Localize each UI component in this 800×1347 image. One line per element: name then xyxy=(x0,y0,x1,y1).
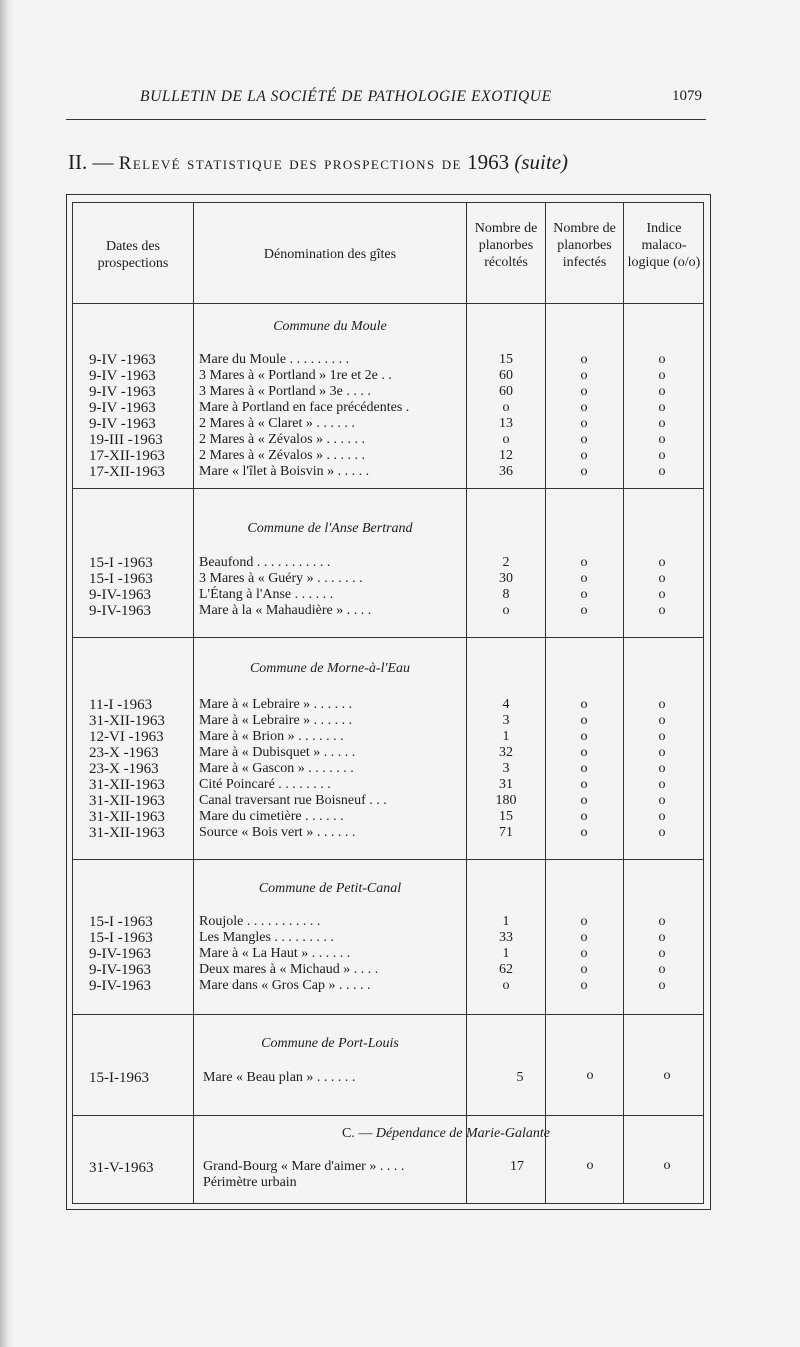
row-indice: o xyxy=(658,793,666,808)
row-date: 9-IV-1963 xyxy=(89,962,151,978)
row-infectes: o xyxy=(580,946,588,961)
row-indice: o xyxy=(658,448,666,463)
row-recoltes: 36 xyxy=(499,464,513,479)
row-date: 9-IV-1963 xyxy=(89,946,151,962)
row-infectes: o xyxy=(580,978,588,993)
row-infectes: o xyxy=(580,368,588,383)
row-recoltes: 15 xyxy=(499,809,513,824)
row-indice: o xyxy=(658,432,666,447)
row-recoltes: o xyxy=(502,400,510,415)
row-date: 31-XII-1963 xyxy=(89,777,165,793)
row-indice: o xyxy=(658,809,666,824)
row-infectes: o xyxy=(580,603,588,618)
row-recoltes: 3 xyxy=(502,713,510,728)
row-recoltes: 71 xyxy=(499,825,513,840)
dependance-prefix: C. — xyxy=(342,1126,373,1141)
row-infectes: o xyxy=(580,555,588,570)
row-date: 15-I -1963 xyxy=(89,571,153,587)
row-infectes: o xyxy=(580,448,588,463)
row-recoltes: 30 xyxy=(499,571,513,586)
group-title: Commune de l'Anse Bertrand xyxy=(247,521,413,536)
row-site: Mare à « Gascon » . . . . . . . xyxy=(199,761,354,776)
group-divider xyxy=(72,1014,704,1015)
row-indice: o xyxy=(658,962,666,977)
row-recoltes: 13 xyxy=(499,416,513,431)
row-recoltes: 5 xyxy=(516,1070,524,1085)
row-recoltes: o xyxy=(502,603,510,618)
row-infectes: o xyxy=(580,464,588,479)
row-date: 9-IV-1963 xyxy=(89,603,151,619)
row-indice: o xyxy=(658,416,666,431)
row-date: 31-XII-1963 xyxy=(89,713,165,729)
row-date: 12-VI -1963 xyxy=(89,729,164,745)
group-divider xyxy=(72,859,704,860)
row-recoltes: 3 xyxy=(502,761,510,776)
row-recoltes: 180 xyxy=(495,793,517,808)
header-rule-bottom xyxy=(72,303,704,304)
row-indice: o xyxy=(658,571,666,586)
col-divider-4 xyxy=(623,202,624,1204)
col-header-dates: Dates des prospections xyxy=(97,239,169,271)
row-recoltes: 17 xyxy=(510,1159,524,1174)
row-indice: o xyxy=(658,914,666,929)
dependance-title xyxy=(342,1126,550,1142)
col-header-recoltes: Nombre de planorbes récoltés xyxy=(474,221,538,270)
row-site: 3 Mares à « Portland » 1re et 2e . . xyxy=(199,368,392,383)
row-recoltes: 1 xyxy=(502,729,510,744)
row-recoltes: o xyxy=(502,432,510,447)
row-site: Les Mangles . . . . . . . . . xyxy=(199,930,334,945)
row-indice: o xyxy=(658,745,666,760)
row-date: 31-V-1963 xyxy=(89,1160,154,1176)
row-site: Grand-Bourg « Mare d'aimer » . . . . xyxy=(203,1159,405,1174)
row-recoltes: 8 xyxy=(502,587,510,602)
col-header-infectes: Nombre de planorbes infectés xyxy=(553,221,616,270)
row-infectes: o xyxy=(580,384,588,399)
row-recoltes: 1 xyxy=(502,946,510,961)
row-indice: o xyxy=(658,946,666,961)
row-date: 9-IV -1963 xyxy=(89,416,156,432)
row-site: Mare dans « Gros Cap » . . . . . xyxy=(199,978,371,993)
row-site: Mare à « La Haut » . . . . . . xyxy=(199,946,351,961)
row-date: 9-IV-1963 xyxy=(89,978,151,994)
row-indice: o xyxy=(658,400,666,415)
row-infectes: o xyxy=(580,914,588,929)
row-site: 3 Mares à « Guéry » . . . . . . . xyxy=(199,571,363,586)
row-site: Mare du Moule . . . . . . . . . xyxy=(199,352,350,367)
section-heading: Relevé statistique des prospections de xyxy=(118,153,462,174)
section-suite: (suite) xyxy=(514,150,569,174)
row-indice: o xyxy=(658,368,666,383)
col-divider-2 xyxy=(466,202,467,1204)
row-indice: o xyxy=(658,978,666,993)
col-header-gites: Dénomination des gîtes xyxy=(263,247,397,262)
row-indice: o xyxy=(658,697,666,712)
row-infectes: o xyxy=(580,793,588,808)
row-indice: o xyxy=(663,1068,671,1083)
row-date: 9-IV -1963 xyxy=(89,368,156,384)
section-number: II. — xyxy=(68,150,114,174)
row-site: Source « Bois vert » . . . . . . xyxy=(199,825,356,840)
row-recoltes: 31 xyxy=(499,777,513,792)
row-date: 15-I-1963 xyxy=(89,1070,149,1086)
row-date: 19-III -1963 xyxy=(89,432,163,448)
row-infectes: o xyxy=(586,1068,594,1083)
row-date: 9-IV -1963 xyxy=(89,384,156,400)
page-shadow xyxy=(0,0,14,1347)
row-recoltes: o xyxy=(502,978,510,993)
row-indice: o xyxy=(658,555,666,570)
col-header-indice: Indice malaco-logique (o/o) xyxy=(627,221,701,270)
row-date: 31-XII-1963 xyxy=(89,793,165,809)
row-date: 31-XII-1963 xyxy=(89,825,165,841)
row-date: 15-I -1963 xyxy=(89,555,153,571)
group-divider xyxy=(72,1115,704,1116)
row-infectes: o xyxy=(580,809,588,824)
row-site: Canal traversant rue Boisneuf . . . xyxy=(199,793,387,808)
row-site: Mare à « Dubisquet » . . . . . xyxy=(199,745,356,760)
row-recoltes: 60 xyxy=(499,384,513,399)
row-indice: o xyxy=(658,352,666,367)
row-date: 9-IV-1963 xyxy=(89,587,151,603)
row-recoltes: 33 xyxy=(499,930,513,945)
row-indice: o xyxy=(658,729,666,744)
row-indice: o xyxy=(658,761,666,776)
row-infectes: o xyxy=(580,352,588,367)
row-date: 15-I -1963 xyxy=(89,914,153,930)
row-recoltes: 2 xyxy=(502,555,510,570)
row-site: Beaufond . . . . . . . . . . . xyxy=(199,555,331,570)
row-site: Mare « l'îlet à Boisvin » . . . . . xyxy=(199,464,370,479)
row-site: Mare à Portland en face précédentes . xyxy=(199,400,410,415)
row-recoltes: 4 xyxy=(502,697,510,712)
group-title: Commune de Petit-Canal xyxy=(258,881,402,896)
row-site: Roujole . . . . . . . . . . . xyxy=(199,914,321,929)
running-title: BULLETIN DE LA SOCIÉTÉ DE PATHOLOGIE EXOTIQUE xyxy=(140,88,552,105)
row-indice: o xyxy=(658,384,666,399)
row-indice: o xyxy=(658,603,666,618)
row-infectes: o xyxy=(580,697,588,712)
group-title: Commune de Port-Louis xyxy=(261,1036,399,1051)
row-recoltes: 12 xyxy=(499,448,513,463)
row-infectes: o xyxy=(580,432,588,447)
row-infectes: o xyxy=(580,400,588,415)
col-divider-3 xyxy=(545,202,546,1204)
row-indice: o xyxy=(658,930,666,945)
row-site: Mare du cimetière . . . . . . xyxy=(199,809,344,824)
page-number: 1079 xyxy=(672,88,702,104)
group-divider xyxy=(72,488,704,489)
row-site: 2 Mares à « Zévalos » . . . . . . xyxy=(199,448,366,463)
row-infectes: o xyxy=(580,761,588,776)
row-indice: o xyxy=(658,587,666,602)
row-site: Deux mares à « Michaud » . . . . xyxy=(199,962,379,977)
row-infectes: o xyxy=(580,962,588,977)
group-title: Commune de Morne-à-l'Eau xyxy=(249,661,411,676)
row-infectes: o xyxy=(580,729,588,744)
group-title: Commune du Moule xyxy=(273,319,387,334)
row-date: 31-XII-1963 xyxy=(89,809,165,825)
row-indice: o xyxy=(658,825,666,840)
section-title xyxy=(68,150,568,175)
section-year: 1963 xyxy=(467,150,510,174)
row-infectes: o xyxy=(580,571,588,586)
row-infectes: o xyxy=(580,930,588,945)
row-infectes: o xyxy=(580,825,588,840)
row-site: Mare à « Brion » . . . . . . . xyxy=(199,729,344,744)
row-indice: o xyxy=(658,464,666,479)
group-divider xyxy=(72,637,704,638)
row-recoltes: 60 xyxy=(499,368,513,383)
row-infectes: o xyxy=(586,1158,594,1173)
row-site: L'Étang à l'Anse . . . . . . xyxy=(199,587,334,602)
col-divider-1 xyxy=(193,202,194,1204)
row-site: Mare « Beau plan » . . . . . . xyxy=(203,1070,356,1085)
row-recoltes: 62 xyxy=(499,962,513,977)
row-site: 2 Mares à « Claret » . . . . . . xyxy=(199,416,355,431)
row-date: 17-XII-1963 xyxy=(89,448,165,464)
row-date: 15-I -1963 xyxy=(89,930,153,946)
row-site: 2 Mares à « Zévalos » . . . . . . xyxy=(199,432,366,447)
row-infectes: o xyxy=(580,713,588,728)
row-date: 23-X -1963 xyxy=(89,745,159,761)
row-recoltes: 1 xyxy=(502,914,510,929)
row-indice: o xyxy=(663,1158,671,1173)
row-date: 9-IV -1963 xyxy=(89,352,156,368)
dependance-name: Dépendance de Marie-Galante xyxy=(375,1126,551,1141)
row-infectes: o xyxy=(580,416,588,431)
row-recoltes: 15 xyxy=(499,352,513,367)
row-date: 9-IV -1963 xyxy=(89,400,156,416)
row-site: Mare à « Lebraire » . . . . . . xyxy=(199,713,353,728)
row-site-line2: Périmètre urbain xyxy=(203,1175,297,1190)
row-infectes: o xyxy=(580,777,588,792)
row-site: 3 Mares à « Portland » 3e . . . . xyxy=(199,384,371,399)
row-infectes: o xyxy=(580,587,588,602)
row-recoltes: 32 xyxy=(499,745,513,760)
row-date: 11-I -1963 xyxy=(89,697,153,713)
row-indice: o xyxy=(658,713,666,728)
header-rule xyxy=(66,119,706,120)
row-indice: o xyxy=(658,777,666,792)
row-site: Mare à « Lebraire » . . . . . . xyxy=(199,697,353,712)
row-date: 17-XII-1963 xyxy=(89,464,165,480)
row-infectes: o xyxy=(580,745,588,760)
row-site: Mare à la « Mahaudière » . . . . xyxy=(199,603,372,618)
row-date: 23-X -1963 xyxy=(89,761,159,777)
row-site: Cité Poincaré . . . . . . . . xyxy=(199,777,331,792)
